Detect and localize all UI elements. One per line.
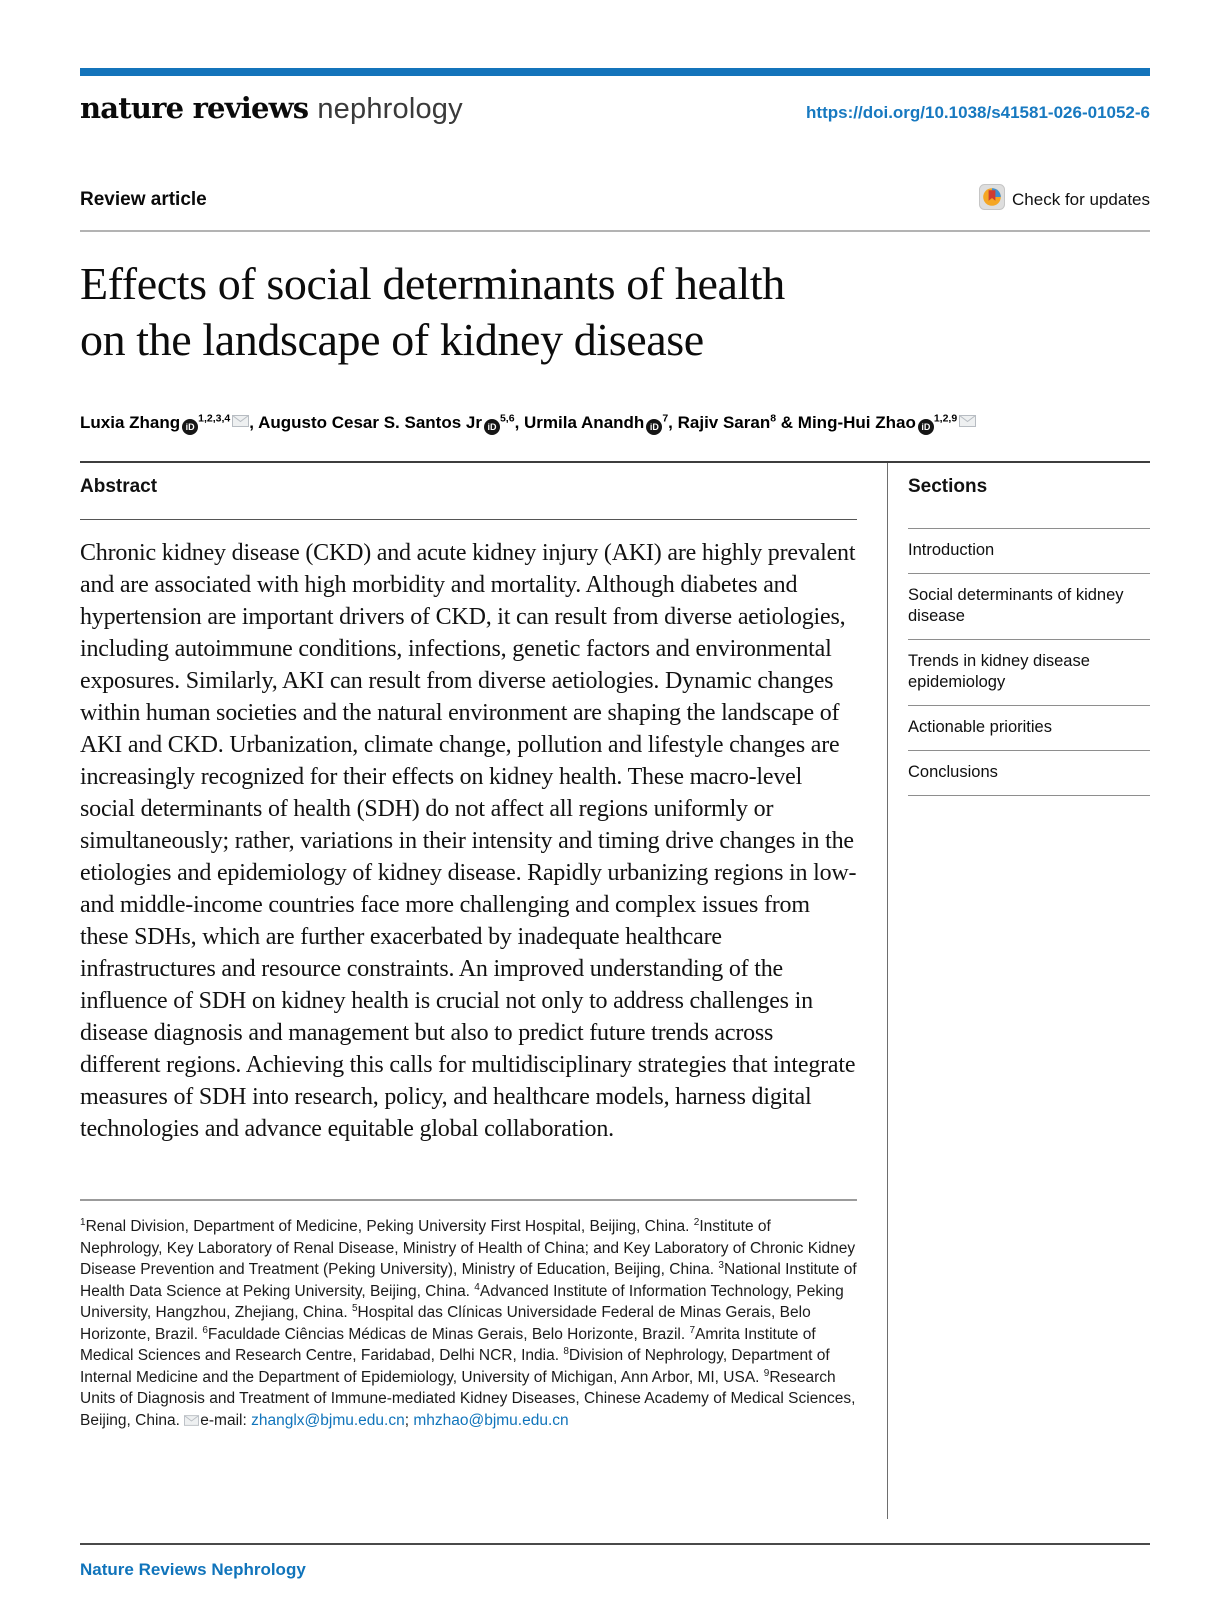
author-separator: ,	[668, 413, 678, 432]
journal-logo-light: nephrology	[317, 93, 463, 125]
author-name: Rajiv Saran	[677, 413, 771, 432]
affiliation-text: Institute of Nephrology, Key Laboratory of Renal Disease, Ministry of Health of China; and Key Laboratory of Chronic Kidney Disease Prevention and Treatment (Peking University), Ministry of Education, Beijing, China.	[80, 1218, 856, 1278]
affiliation-superscript: 7	[662, 412, 669, 425]
affiliation-text: Faculdade Ciências Médicas de Minas Gerais, Belo Horizonte, Brazil.	[207, 1325, 690, 1343]
section-link-actionable-priorities[interactable]: Actionable priorities	[908, 706, 1150, 751]
header-divider	[80, 230, 1150, 232]
affiliation-text: Research Units of Diagnosis and Treatment of Immune-mediated Kidney Diseases, Chinese Academy of Medical Sciences, Beijing, China.	[80, 1368, 856, 1429]
page-title	[80, 256, 1150, 368]
affiliation-superscript: 5,6	[499, 412, 515, 425]
corresponding-email-link-1[interactable]: zhanglx@bjmu.edu.cn	[251, 1411, 405, 1429]
author	[678, 413, 798, 432]
affiliation-text: Division of Nephrology, Department of Internal Medicine and the Department of Epidemiology, University of Michigan, Ann Arbor, MI, USA.	[80, 1347, 830, 1386]
affiliation-number: 2	[693, 1216, 700, 1228]
affiliation-number: 1	[80, 1216, 86, 1228]
author-name: Luxia Zhang	[80, 413, 181, 432]
crossmark-icon	[979, 184, 1005, 215]
abstract-sections-grid	[80, 461, 1150, 1519]
email-separator: ;	[404, 1411, 414, 1429]
affiliation-text: Renal Division, Department of Medicine, Peking University First Hospital, Beijing, China.	[85, 1218, 694, 1235]
abstract-text: Chronic kidney disease (CKD) and acute kidney injury (AKI) are highly prevalent and are associated with high morbidity and mortality. Although diabetes and hypertension are important drivers of CKD, it can result from diverse aetiologies, including autoimmune conditions, infections, genetic factors and environmental exposures. Similarly, AKI can result from diverse aetiologies. Dynamic changes within human societies and the natural environment are shaping the landscape of AKI and CKD. Urbanization, climate change, pollution and lifestyle changes are increasingly recognized for their effects on kidney health. These macro-level social determinants of health (SDH) do not affect all regions uniformly or simultaneously; rather, variations in their intensity and timing drive changes in the etiologies and epidemiology of kidney disease. Rapidly urbanizing regions in low- and middle-income countries face more challenging and complex issues from these SDHs, which are further exacerbated by inadequate healthcare infrastructures and resource constraints. An improved understanding of the influence of SDH on kidney health is crucial not only to address challenges in disease diagnosis and management but also to predict future trends across different regions. Achieving this calls for multidisciplinary strategies that integrate measures of SDH into research, policy, and healthcare models, harness digital technologies and advance equitable global collaboration.	[80, 540, 857, 1142]
email-icon	[184, 1411, 199, 1433]
author-list	[80, 410, 1150, 435]
affiliation-text: Amrita Institute of Medical Sciences and Research Centre, Faridabad, Delhi NCR, India.	[80, 1325, 816, 1364]
page-footer	[80, 1543, 1150, 1580]
orcid-icon[interactable]: iD	[182, 419, 198, 435]
author	[798, 413, 976, 432]
orcid-icon[interactable]: iD	[646, 419, 662, 435]
brand-color-bar	[80, 68, 1150, 76]
author-separator: ,	[514, 413, 525, 432]
author	[80, 413, 258, 432]
affiliation-superscript: 1,2,9	[933, 412, 958, 425]
check-for-updates-label: Check for updates	[1012, 189, 1150, 209]
author-separator: &	[776, 413, 798, 432]
sections-sidebar	[887, 463, 1150, 1519]
masthead	[80, 91, 1150, 126]
affiliations-footnote	[80, 1199, 857, 1432]
abstract-column	[80, 463, 857, 1519]
affiliation-superscript: 8	[770, 412, 777, 425]
affiliation-number: 9	[763, 1367, 770, 1379]
author-name: Ming-Hui Zhao	[797, 413, 916, 432]
affiliation-number: 5	[351, 1302, 358, 1314]
author	[524, 413, 678, 432]
section-link-conclusions[interactable]: Conclusions	[908, 751, 1150, 796]
section-link-social-determinants[interactable]: Social determinants of kidney disease	[908, 574, 1150, 640]
affiliation-number: 7	[689, 1324, 696, 1336]
affiliation-text: National Institute of Health Data Science at Peking University, Beijing, China.	[80, 1261, 857, 1300]
author-name: Augusto Cesar S. Santos Jr	[258, 413, 482, 432]
email-icon[interactable]	[959, 410, 976, 434]
check-for-updates-button[interactable]	[979, 184, 1150, 215]
email-label: e-mail:	[200, 1411, 252, 1429]
article-type-row	[80, 184, 1150, 215]
abstract-heading: Abstract	[80, 463, 857, 520]
affiliation-number: 6	[202, 1324, 208, 1336]
page-title-line-1: Effects of social determinants of health	[80, 258, 785, 309]
affiliation-number: 4	[474, 1281, 480, 1293]
journal-logo-bold: nature reviews	[80, 91, 309, 125]
sections-heading: Sections	[908, 463, 1150, 529]
section-link-trends[interactable]: Trends in kidney disease epidemiology	[908, 640, 1150, 706]
affiliation-text: Advanced Institute of Information Technology, Peking University, Hangzhou, Zhejiang, China.	[80, 1282, 844, 1321]
author	[258, 413, 524, 432]
article-type-label: Review article	[80, 188, 207, 210]
corresponding-email-link-2[interactable]: mhzhao@bjmu.edu.cn	[413, 1411, 569, 1429]
page-title-line-2: on the landscape of kidney disease	[80, 314, 704, 365]
sections-list	[908, 529, 1150, 796]
email-icon[interactable]	[232, 410, 249, 434]
affiliation-number: 8	[563, 1345, 569, 1357]
section-link-introduction[interactable]: Introduction	[908, 529, 1150, 574]
orcid-icon[interactable]: iD	[918, 419, 934, 435]
journal-footer-name: Nature Reviews Nephrology	[80, 1560, 306, 1579]
affiliation-text: Hospital das Clínicas Universidade Federal de Minas Gerais, Belo Horizonte, Brazil.	[80, 1304, 811, 1343]
affiliation-superscript: 1,2,3,4	[198, 412, 231, 425]
author-name: Urmila Anandh	[524, 413, 645, 432]
doi-link[interactable]: https://doi.org/10.1038/s41581-026-01052-6	[806, 103, 1150, 122]
affiliation-number: 3	[718, 1259, 724, 1271]
orcid-icon[interactable]: iD	[484, 419, 500, 435]
author-separator: ,	[249, 413, 259, 432]
